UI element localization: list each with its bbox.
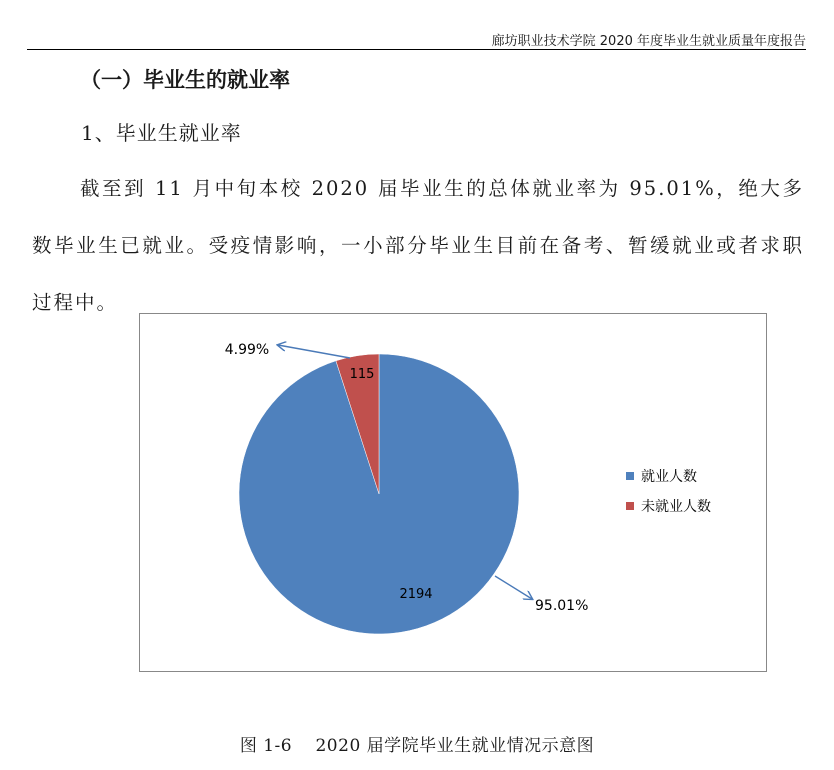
value-label-0: 2194 bbox=[399, 587, 433, 602]
leader-arrow-1 bbox=[278, 345, 350, 358]
leader-arrow-0 bbox=[495, 576, 532, 599]
header-rule bbox=[27, 49, 806, 50]
section-title: （一）毕业生的就业率 bbox=[80, 68, 290, 92]
report-header: 廊坊职业技术学院 2020 年度毕业生就业质量年度报告 bbox=[491, 34, 806, 49]
pie-chart bbox=[140, 314, 766, 671]
legend-swatch-0 bbox=[626, 472, 634, 480]
figure-caption: 图 1-6 2020 届学院毕业生就业情况示意图 bbox=[239, 736, 595, 756]
legend-swatch-1 bbox=[626, 502, 634, 510]
pie-chart-frame bbox=[139, 313, 767, 672]
legend-label-1: 未就业人数 bbox=[641, 499, 711, 515]
legend-label-0: 就业人数 bbox=[641, 469, 697, 485]
percent-label-1: 4.99% bbox=[224, 342, 270, 358]
body-paragraph: 截至到 11 月中旬本校 2020 届毕业生的总体就业率为 95.01%，绝大多数毕业生已就业。受疫情影响，一小部分毕业生目前在备考、暂缓就业或者求职过程中。 bbox=[32, 177, 804, 314]
percent-label-0: 95.01% bbox=[535, 598, 589, 614]
sub-title: 1、毕业生就业率 bbox=[81, 121, 242, 145]
value-label-1: 115 bbox=[349, 367, 375, 382]
